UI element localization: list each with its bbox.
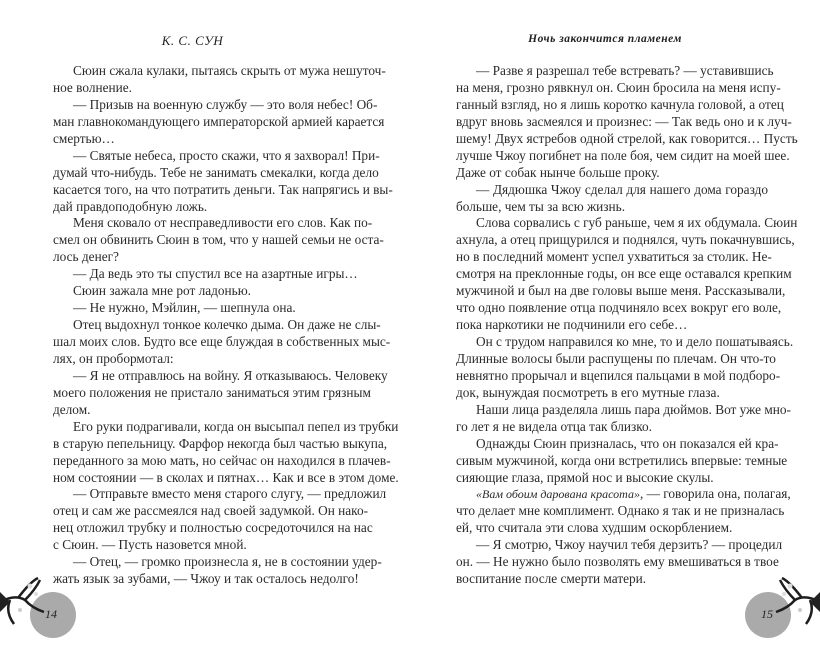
text-line: делом.: [53, 401, 91, 417]
text-line: лучше Чжоу погибнет на поле боя, чем сидит на моей шее.: [456, 147, 790, 163]
running-head-author: К. С. СУН: [161, 33, 224, 48]
page-body-text: [53, 63, 399, 588]
text-line: вдруг вновь засмеялся и произнес: — Так ведь оно и к луч-: [456, 113, 792, 129]
text-line: Даже от собак нынче больше проку.: [456, 164, 660, 180]
text-line: дай правдоподобную ложь.: [53, 198, 208, 214]
text-line: ман главнокомандующего императорской армией карается: [53, 113, 385, 129]
text-line: на меня, грозно рявкнул он. Сюин бросила на меня испу-: [456, 79, 781, 95]
text-line: — Не нужно, Мэйлин, — шепнула она.: [73, 300, 296, 316]
text-line: Сюин зажала мне рот ладонью.: [73, 283, 251, 299]
text-line: шему! Двух ястребов одной стрелой, как говорится… Пусть: [456, 130, 798, 146]
text-line: но в последний момент успел ухватиться за столик. Не-: [456, 249, 772, 265]
text-line: Его руки подрагивали, когда он высыпал пепел из трубки: [73, 418, 399, 434]
text-line: шал моих слов. Будто все еще блуждая в собственных мыс-: [53, 334, 391, 349]
text-line: док, вынуждая посмотреть в его мутные глаза.: [456, 384, 720, 400]
text-line: ном состоянии — в сколах и пятнах… Как и все в этом доме.: [53, 469, 399, 485]
text-line: ей, что считала эти слова худшим оскорблением.: [456, 520, 733, 536]
text-line: го лет я не видела отца так близко.: [456, 418, 652, 434]
text-line: Отец выдохнул тонкое колечко дыма. Он даже не слы-: [73, 317, 381, 333]
text-line: — Дядюшка Чжоу сделал для нашего дома гораздо: [476, 181, 768, 197]
text-line: смел он обвинить Сюин в том, что у нашей семьи не оста-: [53, 232, 384, 248]
text-line: лях, он пробормотал:: [53, 350, 174, 366]
italic-quote: «Вам обоим дарована красота»: [476, 487, 640, 502]
text-line: с Сюин. — Пусть назовется мной.: [53, 537, 247, 553]
page-number: 14: [45, 607, 57, 621]
text-line: воспитание после смерти матери.: [456, 571, 647, 587]
text-line: в старую пепельницу. Фарфор некогда был частью выкупа,: [53, 435, 388, 451]
text-line: Сюин сжала кулаки, пытаясь скрыть от мужа нешуточ-: [73, 63, 386, 78]
text-line: что делает мне комплимент. Однако я так и не призналась: [456, 503, 785, 519]
text-line: — Призыв на военную службу — это воля небес! Об-: [73, 96, 378, 112]
text-line: нец отложил трубку и полностью сосредоточился на нас: [53, 520, 373, 536]
blossom-branch-moon-icon: [730, 572, 820, 656]
text-line: — Отправьте вместо меня старого слугу, — предложил: [73, 486, 387, 502]
text-line: — Святые небеса, просто скажи, что я захворал! При-: [73, 147, 380, 163]
text-line: ахнула, а отец прищурился и поднялся, чуть покачнувшись,: [456, 232, 795, 248]
text-line: — Разве я разрешал тебе встревать? — уставившись: [476, 63, 774, 78]
text-line: Меня сковало от несправедливости его слов. Как по-: [73, 215, 373, 231]
text-line: «Вам обоим дарована красота», — говорила она, полагая,: [476, 486, 791, 502]
text-line: — Я смотрю, Чжоу научил тебя дерзить? — процедил: [476, 537, 783, 553]
text-line: — Да ведь это ты спустил все на азартные игры…: [73, 266, 358, 282]
text-line: мужчиной и был на две головы выше меня. Рассказывали,: [456, 283, 786, 299]
text-line: пока наркотики не подчинили его себе…: [456, 317, 688, 333]
text-line: моего положения не пристало заниматься этим грязным: [53, 384, 371, 400]
text-line: смертью…: [53, 130, 115, 146]
text-line: Наши лица разделяла лишь пара дюймов. Вот уже мно-: [476, 401, 791, 417]
text-line: лось денег?: [53, 249, 119, 265]
text-line: Длинные волосы были распущены по плечам. Он что-то: [456, 350, 776, 366]
text-line: касается того, на что потратить деньги. Так напрягись и вы-: [53, 181, 393, 197]
text-line: Слова сорвались с губ раньше, чем я их обдумала. Сюин: [476, 215, 798, 231]
page-number: 15: [761, 607, 773, 621]
text-line: думай что-нибудь. Тебе не занимать смекалки, когда дело: [53, 164, 379, 180]
text-line: больше, чем ты за всю жизнь.: [456, 198, 626, 214]
running-head-title: Ночь закончится пламенем: [528, 33, 682, 45]
text-line: невнятно прорычал и вцепился пальцами в мой подборо-: [456, 367, 781, 383]
right-page: [410, 0, 820, 656]
text-line: Однажды Сюин призналась, что он показался ей кра-: [476, 435, 779, 451]
text-line: ганный взгляд, но я лишь коротко качнула головой, а отец: [456, 96, 784, 112]
text-line: ное волнение.: [53, 79, 132, 95]
text-line: сивым мужчиной, когда они встретились впервые: темные: [456, 452, 788, 468]
text-line: — Отец, — громко произнесла я, не в состоянии удер-: [73, 554, 382, 570]
text-line: — Я не отправлюсь на войну. Я отказываюсь. Человеку: [73, 367, 388, 383]
text-line: переданного за мою мать, но сейчас он находился в плачев-: [53, 452, 391, 468]
page-body-text: [456, 63, 798, 588]
text-line: Он с трудом направился ко мне, то и дело пошатываясь.: [476, 334, 794, 349]
text-line: что одно появление отца подчиняло всех вокруг его воле,: [456, 300, 782, 316]
text-line: отец и сам же рассмеялся над своей задумкой. Он нако-: [53, 503, 369, 519]
text-line: смотря на преклонные годы, он все еще оставался крепким: [456, 266, 792, 282]
text-line: жать язык за зубами, — Чжоу и так осталось недолго!: [53, 571, 359, 587]
text-line: сияющие глаза, прямой нос и высокие скулы.: [456, 469, 714, 485]
text-line: он. — Не нужно было позволять ему вмешиваться в твое: [456, 554, 779, 570]
